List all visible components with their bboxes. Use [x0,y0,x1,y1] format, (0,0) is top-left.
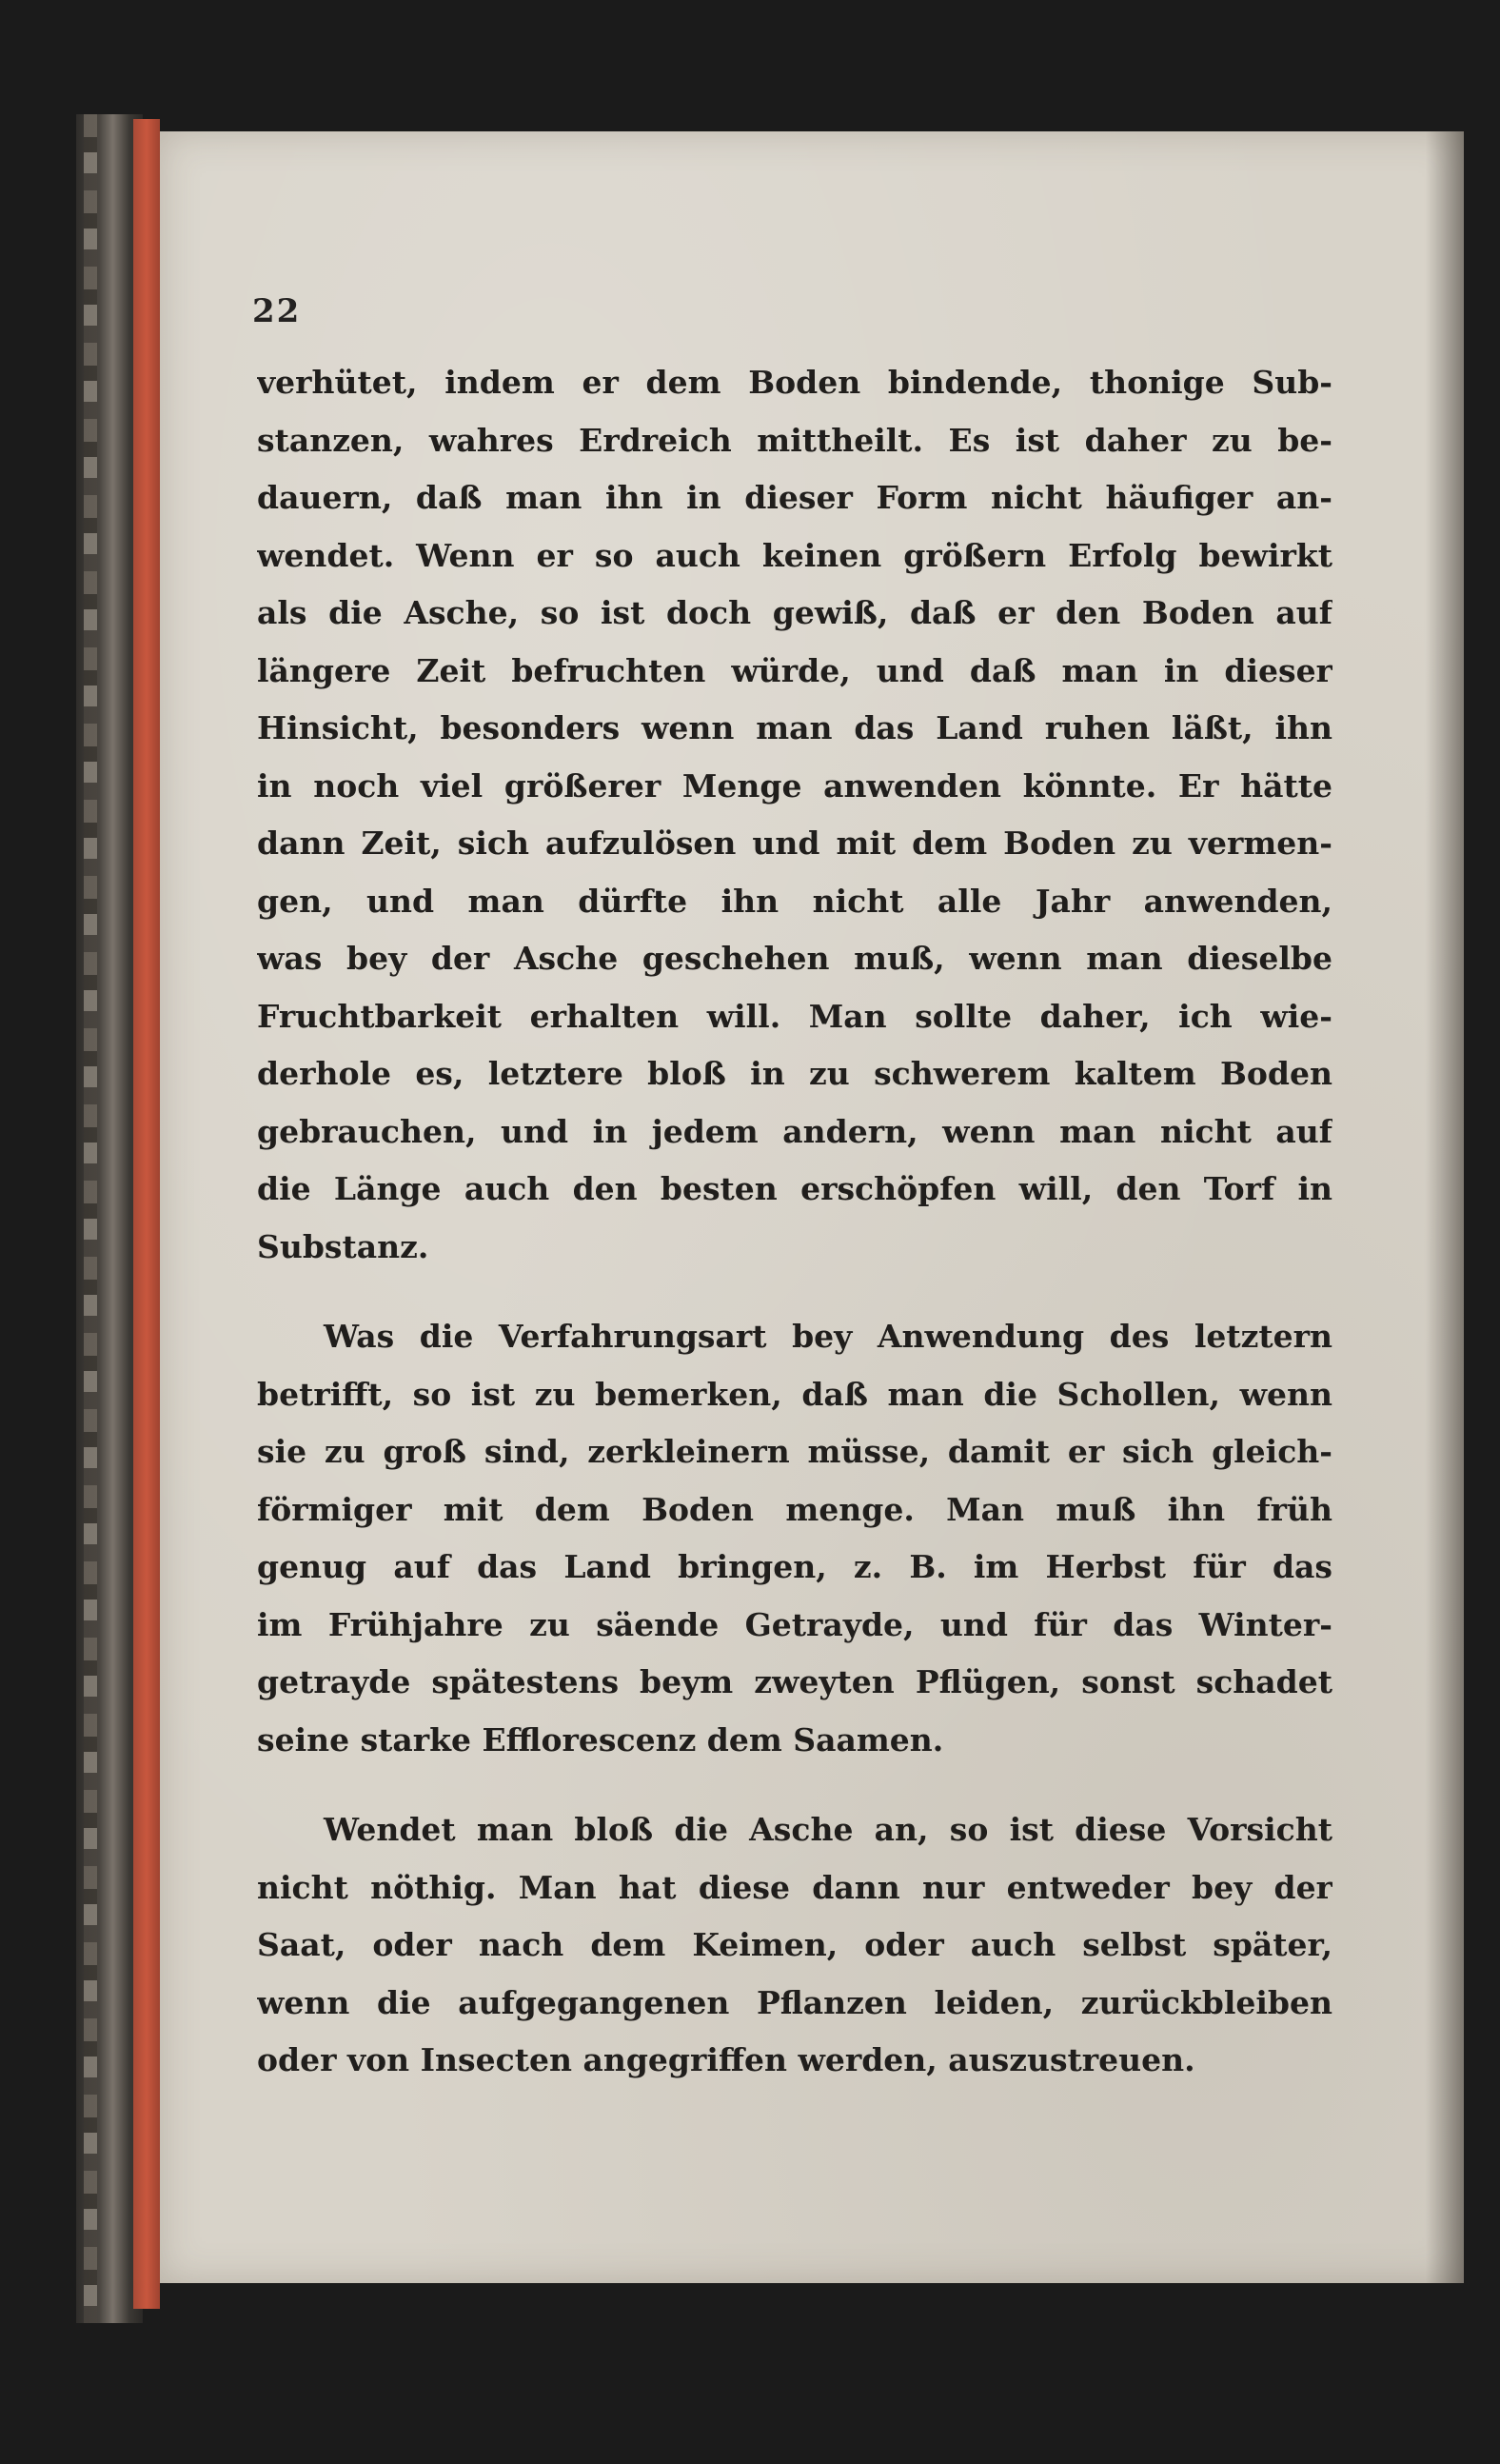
text-line: seine starke Efflorescenz dem Saamen. [257,1720,944,1759]
text-line: Was die Verfahrungsart bey Anwendung des letztern [324,1318,1332,1355]
text-line: dann Zeit, sich aufzulösen und mit dem Boden zu vermen- [257,825,1332,862]
text-line: als die Asche, so ist doch gewiß, daß er den Boden auf [257,594,1332,631]
page-edge-red [133,119,160,2309]
text-line: Fruchtbarkeit erhalten will. Man sollte daher, ich wie- [257,997,1332,1035]
paragraph-1 [257,354,1332,1276]
text-line: wenn die aufgegangenen Pflanzen leiden, zurückbleiben [257,1983,1332,2021]
paragraph-gap [257,1276,1332,1308]
paragraph-3 [257,1801,1332,2090]
text-line: förmiger mit dem Boden menge. Man muß ihn früh [257,1490,1332,1528]
text-line: in noch viel größerer Menge anwenden könnte. Er hätte [257,766,1332,805]
text-line: dauern, daß man ihn in dieser Form nicht häufiger an- [257,479,1332,516]
text-line: verhütet, indem er dem Boden bindende, thonige Sub- [257,364,1332,401]
body-text [257,354,1332,2090]
text-line: Substanz. [257,1227,429,1265]
text-line: betrifft, so ist zu bemerken, daß man die Schollen, wenn [257,1375,1332,1413]
paragraph-2 [257,1308,1332,1769]
text-line: Saat, oder nach dem Keimen, oder auch selbst später, [257,1926,1332,1963]
text-line: derhole es, letztere bloß in zu schwerem kaltem Boden [257,1055,1332,1092]
text-line: nicht nöthig. Man hat diese dann nur entweder bey der [257,1868,1332,1906]
spine-texture [84,114,97,2323]
page-number: 22 [252,292,302,330]
text-line: genug auf das Land bringen, z. B. im Herbst für das [257,1548,1332,1585]
text-line: gen, und man dürfte ihn nicht alle Jahr anwenden, [257,882,1332,920]
text-line: gebrauchen, und in jedem andern, wenn man nicht auf [257,1112,1332,1150]
text-line: die Länge auch den besten erschöpfen will, den Torf in [257,1170,1332,1207]
text-line: Hinsicht, besonders wenn man das Land ruhen läßt, ihn [257,709,1332,746]
text-line: wendet. Wenn er so auch keinen größern Erfolg bewirkt [257,536,1332,574]
text-line: Wendet man bloß die Asche an, so ist diese Vorsicht [324,1811,1332,1848]
text-line: im Frühjahre zu säende Getrayde, und für das Winter- [257,1605,1332,1643]
text-line: sie zu groß sind, zerkleinern müsse, damit er sich gleich- [257,1433,1332,1470]
text-line: getrayde spätestens beym zweyten Pflügen, sonst schadet [257,1663,1332,1700]
text-line: stanzen, wahres Erdreich mittheilt. Es ist daher zu be- [257,421,1332,459]
text-line: oder von Insecten angegriffen werden, auszustreuen. [257,2041,1195,2078]
text-line: längere Zeit befruchten würde, und daß man in dieser [257,651,1332,689]
page-gutter-shadow [1426,131,1464,2283]
paragraph-gap [257,1769,1332,1801]
text-line: was bey der Asche geschehen muß, wenn man dieselbe [257,940,1332,977]
